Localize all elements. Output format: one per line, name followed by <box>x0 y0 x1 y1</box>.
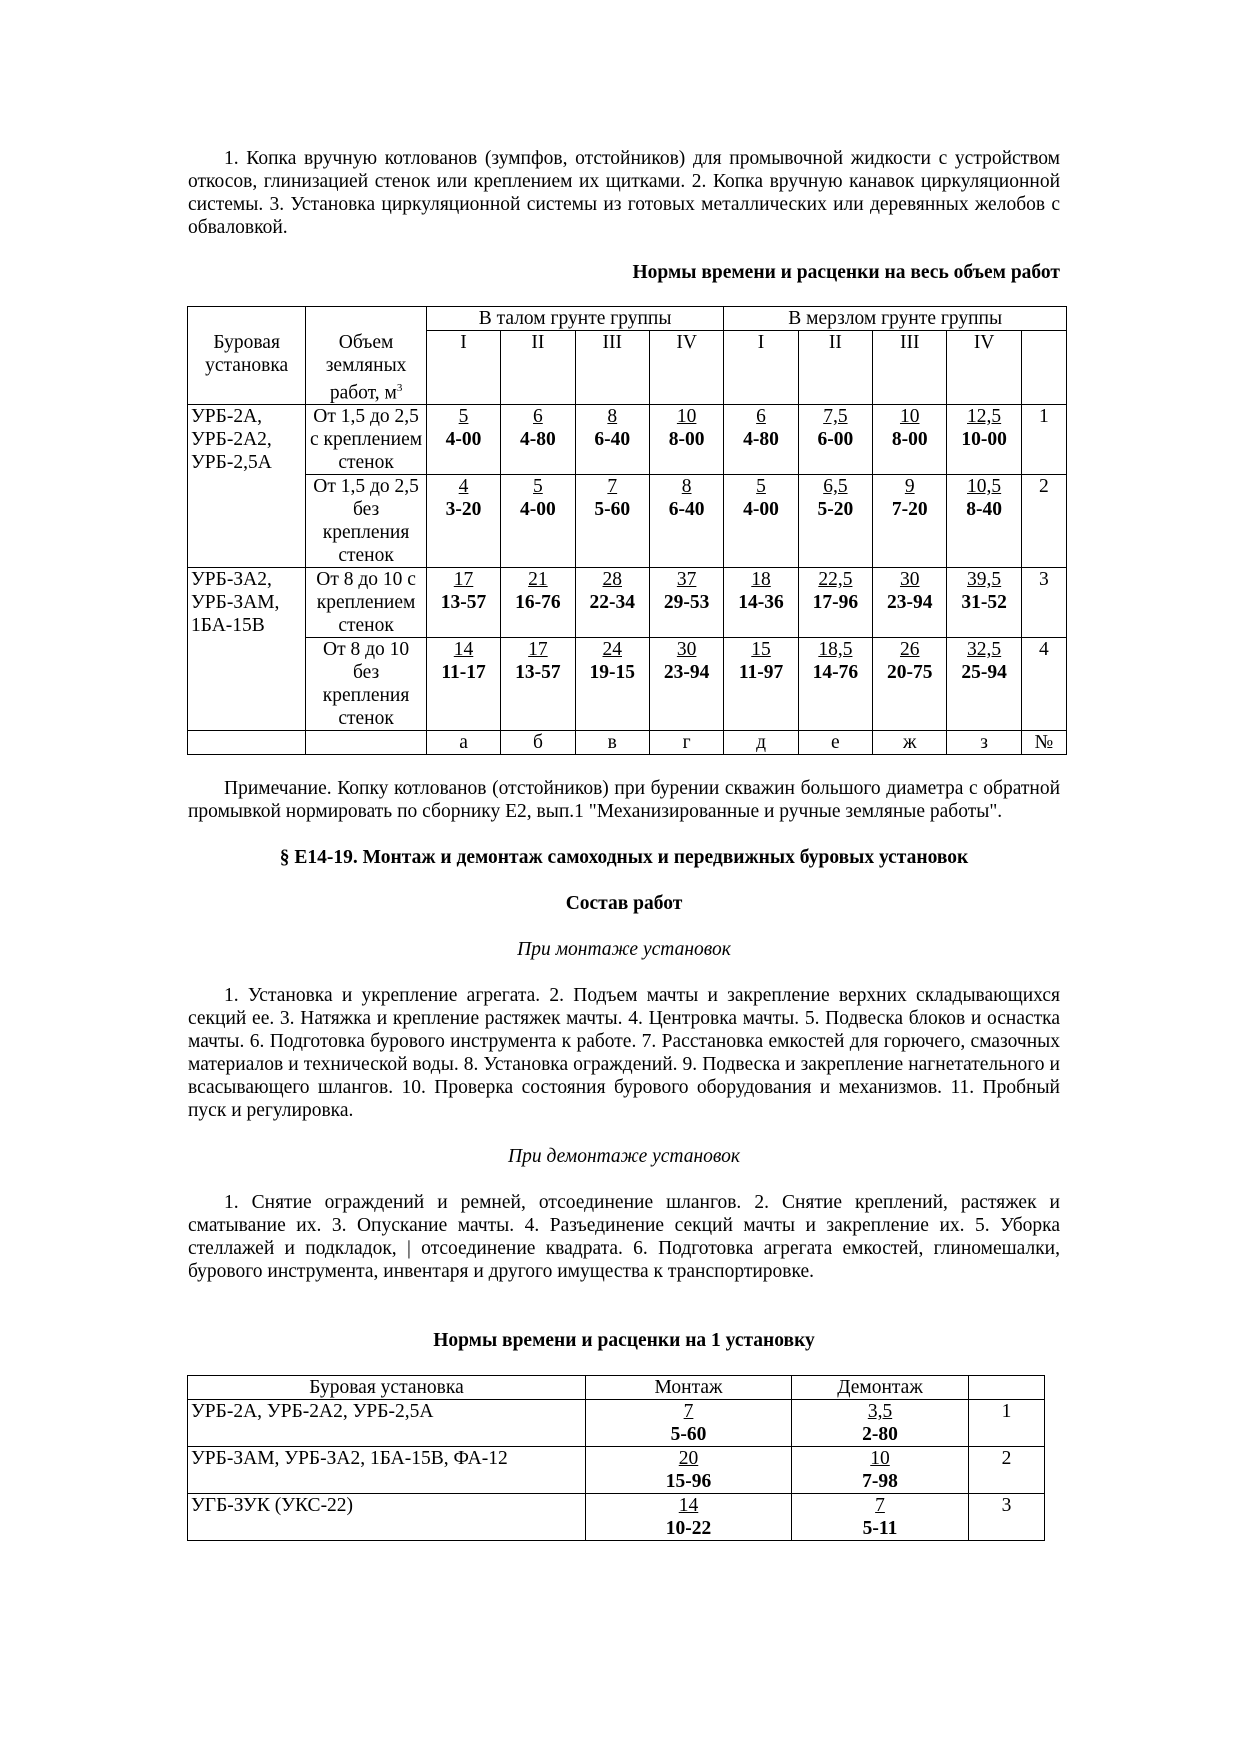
section-title: § Е14-19. Монтаж и демонтаж самоходных и передвижных буровых установок <box>279 847 969 868</box>
norm-cell <box>798 405 872 475</box>
norm-cell <box>575 638 649 731</box>
norm-cell <box>947 638 1021 731</box>
rate-value: 6-40 <box>668 499 705 520</box>
rate-value: 6-40 <box>594 429 631 450</box>
norm-cell <box>575 405 649 475</box>
time-norm: 18,5 <box>818 639 853 660</box>
norm-cell <box>426 405 500 475</box>
time-norm: 6 <box>756 406 766 427</box>
header-volume-superscript: 3 <box>396 381 403 394</box>
time-norm: 18 <box>751 569 771 590</box>
footer-letter: а <box>426 731 500 755</box>
time-norm: 7,5 <box>823 406 848 427</box>
subheader-thawed-2: II <box>501 331 575 405</box>
row-number: 3 <box>969 1494 1045 1541</box>
norm-cell <box>798 568 872 638</box>
rate-value: 19-15 <box>589 662 635 683</box>
rate-value: 23-94 <box>886 592 933 613</box>
header-dismount: Демонтаж <box>792 1376 969 1400</box>
rate-value: 7-98 <box>862 1471 898 1492</box>
norms-table-rigs <box>187 1375 1045 1541</box>
time-norm: 8 <box>607 406 618 427</box>
rate-value: 4-80 <box>743 429 779 450</box>
composition-title: Состав работ <box>565 893 683 914</box>
norm-cell <box>649 568 723 638</box>
norm-cell <box>873 405 947 475</box>
table1-footer-row <box>188 731 1067 755</box>
header-mount: Монтаж <box>586 1376 792 1400</box>
time-norm: 9 <box>904 476 915 497</box>
norm-cell <box>798 638 872 731</box>
rate-value: 4-00 <box>743 499 779 520</box>
norm-cell <box>724 568 798 638</box>
rate-value: 20-75 <box>886 662 933 683</box>
table-row <box>188 1494 1045 1541</box>
header-volume <box>306 331 427 405</box>
time-norm: 17 <box>453 569 474 590</box>
document-page <box>188 147 1060 1541</box>
time-norm: 10 <box>899 406 920 427</box>
rate-value: 4-00 <box>520 499 556 520</box>
time-norm: 28 <box>602 569 622 590</box>
rate-value: 5-20 <box>817 499 854 520</box>
rate-value: 4-00 <box>445 429 482 450</box>
time-norm: 26 <box>899 639 920 660</box>
norm-cell <box>501 638 575 731</box>
footer-letter: д <box>724 731 798 755</box>
subheader-thawed-4: IV <box>649 331 723 405</box>
time-norm: 5 <box>458 406 469 427</box>
norm-cell <box>575 568 649 638</box>
dismount-cell <box>792 1494 969 1541</box>
rate-value: 8-00 <box>891 429 928 450</box>
volume-cell: От 1,5 до 2,5 без крепления стенок <box>306 475 427 568</box>
intro-paragraph: 1. Копка вручную котлованов (зумпфов, отстойников) для промывочной жидкости с устройством откосов, глинизацией стенок или креплением их щитками. 2. Копка вручную канавок циркуляционной системы. 3. Установка циркуляционной системы из готовых металлических или деревянных желобов с обваловкой. <box>188 148 1060 238</box>
rate-value: 7-20 <box>891 499 928 520</box>
norm-cell <box>649 405 723 475</box>
norm-cell <box>724 475 798 568</box>
table2-title: Нормы времени и расценки на 1 установку <box>433 1330 815 1351</box>
norm-cell <box>426 638 500 731</box>
time-norm: 4 <box>458 476 469 497</box>
subheader-frozen-2: II <box>798 331 872 405</box>
time-norm: 22,5 <box>818 569 853 590</box>
footer-cell-empty <box>306 731 427 755</box>
norm-cell <box>947 405 1021 475</box>
row-number: 1 <box>1021 405 1066 475</box>
footer-letter: г <box>649 731 723 755</box>
time-norm: 5 <box>756 476 766 497</box>
rate-value: 13-57 <box>440 592 487 613</box>
time-norm: 17 <box>528 639 548 660</box>
subheader-frozen-1: I <box>724 331 798 405</box>
table-row <box>188 1400 1045 1447</box>
header-volume-text: Объем земляных работ, м <box>325 331 407 403</box>
rate-value: 5-11 <box>862 1518 898 1539</box>
time-norm: 12,5 <box>967 406 1002 427</box>
footer-letter: е <box>798 731 872 755</box>
time-norm: 6 <box>533 406 543 427</box>
time-norm: 14 <box>678 1495 699 1516</box>
time-norm: 30 <box>676 639 697 660</box>
time-norm: 5 <box>533 476 543 497</box>
footer-letter: в <box>575 731 649 755</box>
dismount-cell <box>792 1400 969 1447</box>
rate-value: 14-76 <box>812 662 859 683</box>
table-row <box>188 1447 1045 1494</box>
rate-value: 23-94 <box>663 662 710 683</box>
time-norm: 7 <box>875 1495 885 1516</box>
mount-subtitle: При монтаже установок <box>517 939 731 960</box>
norm-cell <box>947 475 1021 568</box>
rig-cell: УРБ-ЗАМ, УРБ-ЗА2, 1БА-15В, ФА-12 <box>188 1447 586 1494</box>
header-number <box>969 1376 1045 1400</box>
note-paragraph: Примечание. Копку котлованов (отстойников) при бурении скважин большого диаметра с обратной промывкой нормировать по сборнику Е2, вып.1 "Механизированные и ручные земляные работы". <box>188 778 1060 822</box>
rate-value: 22-34 <box>589 592 635 613</box>
rig-cell: УРБ-2А, УРБ-2А2, УРБ-2,5А <box>188 1400 586 1447</box>
time-norm: 37 <box>676 569 697 590</box>
dismount-subtitle: При демонтаже установок <box>508 1146 740 1167</box>
rig-cell: УРБ-ЗА2, УРБ-ЗАМ, 1БА-15В <box>188 568 306 731</box>
norm-cell <box>798 475 872 568</box>
header-thawed-soil: В талом грунте группы <box>426 307 723 331</box>
time-norm: 14 <box>453 639 474 660</box>
rate-value: 15-96 <box>665 1471 712 1492</box>
time-norm: 30 <box>899 569 920 590</box>
rate-value: 17-96 <box>812 592 859 613</box>
rig-cell: УГБ-ЗУК (УКС-22) <box>188 1494 586 1541</box>
norm-cell <box>575 475 649 568</box>
table1-title: Нормы времени и расценки на весь объем работ <box>632 262 1060 283</box>
norm-cell <box>501 475 575 568</box>
norm-cell <box>649 638 723 731</box>
table2-body <box>188 1400 1045 1541</box>
footer-letter: б <box>501 731 575 755</box>
mount-cell <box>586 1494 792 1541</box>
rate-value: 11-17 <box>441 662 486 683</box>
rate-value: 10-22 <box>665 1518 712 1539</box>
rate-value: 3-20 <box>445 499 482 520</box>
time-norm: 32,5 <box>967 639 1002 660</box>
norm-cell <box>501 568 575 638</box>
footer-number-sign: № <box>1021 731 1066 755</box>
header-rig: Буровая установка <box>188 331 306 405</box>
norm-cell <box>947 568 1021 638</box>
rate-value: 5-60 <box>670 1424 707 1445</box>
norm-cell <box>649 475 723 568</box>
header-cell-empty <box>188 307 306 331</box>
table2-header-row <box>188 1376 1045 1400</box>
volume-cell: От 8 до 10 с креплением стенок <box>306 568 427 638</box>
rate-value: 10-00 <box>961 429 1007 450</box>
time-norm: 7 <box>607 476 618 497</box>
header-rig: Буровая установка <box>188 1376 586 1400</box>
rate-value: 14-36 <box>738 592 784 613</box>
footer-letter: з <box>947 731 1021 755</box>
rate-value: 2-80 <box>862 1424 898 1445</box>
rate-value: 8-40 <box>966 499 1002 520</box>
footer-cell-empty <box>188 731 306 755</box>
time-norm: 39,5 <box>967 569 1002 590</box>
header-cell-empty <box>306 307 427 331</box>
time-norm: 8 <box>681 476 692 497</box>
rate-value: 4-80 <box>520 429 556 450</box>
norm-cell <box>724 638 798 731</box>
row-number: 2 <box>1021 475 1066 568</box>
time-norm: 10,5 <box>967 476 1002 497</box>
norm-cell <box>873 475 947 568</box>
time-norm: 15 <box>751 639 771 660</box>
rate-value: 29-53 <box>663 592 710 613</box>
norm-cell <box>873 638 947 731</box>
dismount-paragraph: 1. Снятие ограждений и ремней, отсоединение шлангов. 2. Снятие креплений, растяжек и сматывание их. 3. Опускание мачты. 4. Разъединение секций мачты и закрепление их. 5. Уборка стеллажей и подкладок, | отсоединение квадрата. 6. Подготовка агрегата емкостей, глиномешалки, бурового инструмента, инвентаря и другого имущества к транспортировке. <box>188 1192 1060 1282</box>
header-frozen-soil: В мерзлом грунте группы <box>724 307 1067 331</box>
volume-cell: От 8 до 10 без крепления стенок <box>306 638 427 731</box>
volume-cell: От 1,5 до 2,5 с креплением стенок <box>306 405 427 475</box>
table-row <box>188 405 1067 475</box>
subheader-number <box>1021 331 1066 405</box>
row-number: 3 <box>1021 568 1066 638</box>
table-row <box>188 475 1067 568</box>
subheader-frozen-3: III <box>873 331 947 405</box>
rate-value: 6-00 <box>817 429 854 450</box>
table1-body <box>188 405 1067 731</box>
rate-value: 16-76 <box>515 592 561 613</box>
time-norm: 21 <box>528 569 548 590</box>
norm-cell <box>724 405 798 475</box>
time-norm: 24 <box>602 639 622 660</box>
rate-value: 31-52 <box>961 592 1007 613</box>
time-norm: 3,5 <box>867 1401 893 1422</box>
time-norm: 10 <box>676 406 697 427</box>
norm-cell <box>426 568 500 638</box>
norm-cell <box>873 568 947 638</box>
rate-value: 11-97 <box>738 662 784 683</box>
subheader-frozen-4: IV <box>947 331 1021 405</box>
rate-value: 25-94 <box>961 662 1007 683</box>
rate-value: 13-57 <box>515 662 561 683</box>
subheader-thawed-3: III <box>575 331 649 405</box>
time-norm: 6,5 <box>823 476 848 497</box>
row-number: 4 <box>1021 638 1066 731</box>
norms-table-excavation <box>187 306 1067 755</box>
time-norm: 7 <box>683 1401 694 1422</box>
footer-letter: ж <box>873 731 947 755</box>
time-norm: 20 <box>678 1448 699 1469</box>
row-number: 1 <box>969 1400 1045 1447</box>
norm-cell <box>501 405 575 475</box>
time-norm: 10 <box>870 1448 890 1469</box>
mount-cell <box>586 1400 792 1447</box>
rate-value: 8-00 <box>668 429 705 450</box>
table-row <box>188 568 1067 638</box>
dismount-cell <box>792 1447 969 1494</box>
subheader-thawed-1: I <box>426 331 500 405</box>
mount-paragraph: 1. Установка и укрепление агрегата. 2. Подъем мачты и закрепление верхних складывающихся секций ее. 3. Натяжка и крепление растяжек мачты. 4. Центровка мачты. 5. Подвеска блоков и оснастка мачты. 6. Подготовка бурового инструмента к работе. 7. Расстановка емкостей для горючего, смазочных материалов и технической воды. 8. Установка ограждений. 9. Подвеска и закрепление нагнетательного и всасывающего шлангов. 10. Проверка состояния бурового оборудования и механизмов. 11. Пробный пуск и регулировка. <box>188 985 1060 1121</box>
rig-cell: УРБ-2А, УРБ-2А2, УРБ-2,5А <box>188 405 306 568</box>
row-number: 2 <box>969 1447 1045 1494</box>
table-row <box>188 638 1067 731</box>
rate-value: 5-60 <box>594 499 631 520</box>
mount-cell <box>586 1447 792 1494</box>
norm-cell <box>426 475 500 568</box>
